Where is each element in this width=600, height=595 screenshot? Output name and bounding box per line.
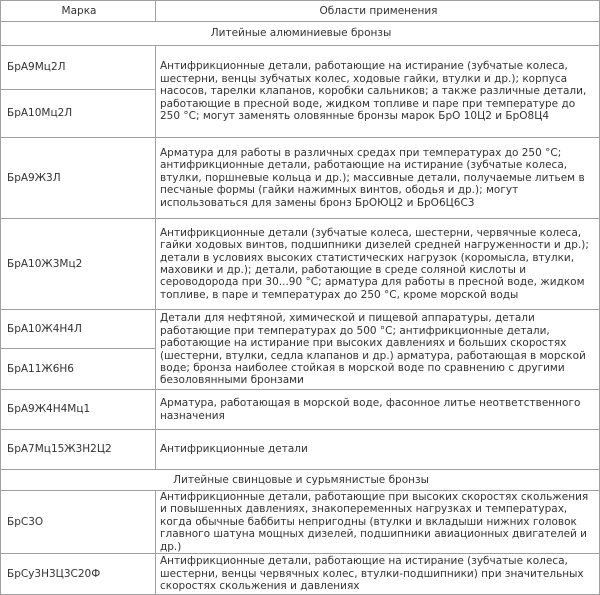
grade-cell: БрА9Ж3Л [1,138,156,219]
grade-cell: БрА9Ж4Н4Мц1 [1,390,156,430]
grade-cell: БрСу3Н3Ц3С20Ф [1,554,156,595]
table-row [1,390,600,430]
section-row [1,470,600,491]
table-row [1,138,600,219]
usage-cell: Детали для нефтяной, химической и пищевой аппаратуры, детали работающие при температурах до 500 °С; антифрикционные детали, работающие на истирание при высоких давлениях и больших скоростях (шестерни, втулки, седла клапанов и др.) арматура, работающая в морской воде; бронза наиболее стойкая в морской воде по сравнению с другими безоловянными бронзами [156,310,600,390]
usage-cell: Антифрикционные детали [156,430,600,470]
table-row [1,430,600,470]
usage-cell: Антифрикционные детали, работающие на истирание (зубчатые колеса, шестерни, венцы червячных колес, втулки-подшипники) при значительных скоростях скольжения и давлениях [156,554,600,595]
header-grade: Марка [1,1,156,22]
section-title: Литейные свинцовые и сурьмянистые бронзы [1,470,600,491]
usage-cell: Антифрикционные детали, работающие на истирание (зубчатые колеса, шестерни, венцы зубчатых колес, ходовые гайки, втулки и др.); корпуса насосов, тарелки клапанов, коробки сальников; а также различные детали, работающие в пресной воде, жидком топливе и паре при температуре до 250 °С; могут заменять оловянные бронзы марок БрО 10Ц2 и БрО8Ц4 [156,46,600,138]
grade-cell: БрС3О [1,491,156,554]
table-row [1,219,600,310]
table-row [1,491,600,554]
table-row [1,554,600,595]
grade-cell: БрА11Ж6Н6 [1,349,156,390]
section-title: Литейные алюминиевые бронзы [1,22,600,46]
usage-cell: Антифрикционные детали, работающие при высоких скоростях скольжения и повышенных давлениях, знакопеременных нагрузках и температурах, когда обычные баббиты непригодны (втулки и вкладыши нижних головок главного шатуна мощных дизелей, подшипники авиационных двигателей и др.) [156,491,600,554]
header-usage: Области применения [156,1,600,22]
section-row [1,22,600,46]
grade-cell: БрА10Мц2Л [1,90,156,138]
grade-cell: БрА7Мц15Ж3Н2Ц2 [1,430,156,470]
header-row [1,1,600,22]
grade-cell: БрА10Ж3Мц2 [1,219,156,310]
usage-cell: Антифрикционные детали (зубчатые колеса, шестерни, червячные колеса, гайки ходовых винтов, подшипники дизелей средней нагруженности и др.); детали в условиях высоких статистических нагрузок (коромысла, втулки, маховики и др.); детали, работающие в среде соляной кислоты и сероводорода при 30...90 °С; арматура для работы в пресной воде, жидком топливе, в паре и температурах до 250 °С, кроме морской воды [156,219,600,310]
table-row [1,310,600,349]
grade-cell: БрА9Мц2Л [1,46,156,90]
usage-cell: Арматура для работы в различных средах при температурах до 250 °С; антифрикционные детали, работающие на истирание (зубчатые колеса, втулки, поршневые кольца и др.); массивные детали, получаемые литьем в песчаные формы (гайки нажимных винтов, ободья и др.); могут использоваться для замены бронз БрОЮЦ2 и БрО6Ц6С3 [156,138,600,219]
grade-cell: БрА10Ж4Н4Л [1,310,156,349]
usage-cell: Арматура, работающая в морской воде, фасонное литье неответственного назначения [156,390,600,430]
table-row [1,46,600,90]
